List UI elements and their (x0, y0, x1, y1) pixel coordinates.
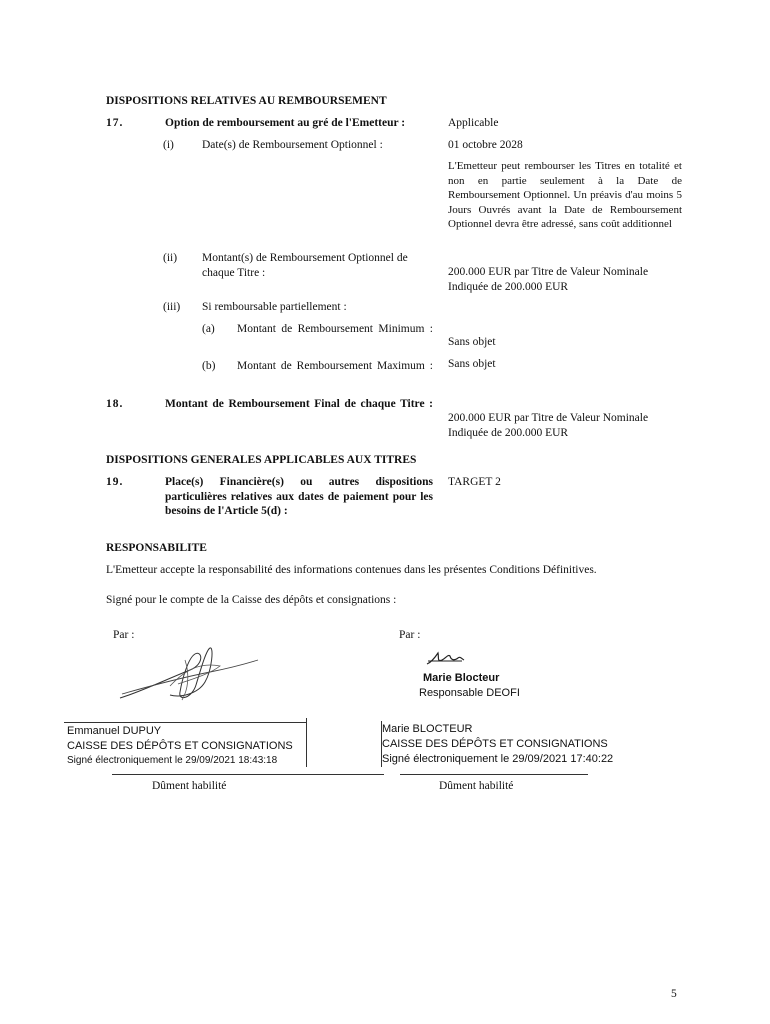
right-signed-date: Signé électroniquement le 29/09/2021 17:40:22 (382, 753, 614, 765)
item-18-value: 200.000 EUR par Titre de Valeur Nominale Indiquée de 200.000 EUR (448, 412, 649, 439)
section-heading-remboursement: DISPOSITIONS RELATIVES AU REMBOURSEMENT (106, 95, 387, 107)
item-17-ii-label: Montant(s) de Remboursement Optionnel de chaque Titre : (202, 252, 408, 279)
right-handwritten-signature (424, 650, 466, 668)
left-handwritten-signature (110, 640, 270, 708)
left-par-label: Par : (113, 629, 135, 641)
item-17-label: Option de remboursement au gré de l'Emetteur : (165, 117, 406, 129)
item-17-i-number: (i) (163, 139, 174, 151)
right-par-label: Par : (399, 629, 421, 641)
left-signer-name: Emmanuel DUPUY (67, 725, 162, 737)
item-17-iii-b-number: (b) (202, 360, 216, 372)
item-17-iii-label: Si remboursable partiellement : (202, 301, 347, 313)
item-17-iii-b-label: Montant de Remboursement Maximum : (237, 360, 433, 372)
right-stamp-title: Responsable DEOFI (419, 687, 520, 699)
right-stamp-name: Marie Blocteur (423, 672, 500, 684)
right-habilite: Dûment habilité (439, 780, 514, 792)
section-heading-generales: DISPOSITIONS GENERALES APPLICABLES AUX TITRES (106, 454, 417, 466)
left-signed-date: Signé électroniquement le 29/09/2021 18:43:18 (67, 755, 278, 766)
item-17-i-note: L'Emetteur peut rembourser les Titres en totalité et non en partie seulement à la Date de Remboursement Optionnel. Un préavis d'au moins 5 Jours Ouvrés avant la Date de Remboursement Optionnel devra être adressé, sans coût additionnel (448, 160, 682, 230)
right-signature-line (400, 774, 588, 775)
item-17-iii-b-value: Sans objet (448, 358, 496, 370)
item-17-value: Applicable (448, 117, 499, 129)
item-19-label: Place(s) Financière(s) ou autres dispositions particulières relatives aux dates de paiement pour les besoins de l'Article 5(d) : (165, 476, 433, 517)
section-heading-responsabilite: RESPONSABILITE (106, 542, 207, 554)
item-17-i-label: Date(s) de Remboursement Optionnel : (202, 139, 383, 151)
item-17-iii-a-value: Sans objet (448, 336, 496, 348)
item-17-ii-value: 200.000 EUR par Titre de Valeur Nominale Indiquée de 200.000 EUR (448, 266, 649, 293)
signed-for-text: Signé pour le compte de la Caisse des dépôts et consignations : (106, 594, 397, 606)
left-signer-org: CAISSE DES DÉPÔTS ET CONSIGNATIONS (67, 740, 293, 752)
item-17-ii-number: (ii) (163, 252, 178, 264)
page-number: 5 (671, 988, 677, 1000)
right-signer-org: CAISSE DES DÉPÔTS ET CONSIGNATIONS (382, 738, 608, 750)
responsabilite-text: L'Emetteur accepte la responsabilité des informations contenues dans les présentes Conditions Définitives. (106, 564, 597, 576)
item-18-number: 18. (106, 398, 124, 410)
item-17-i-date: 01 octobre 2028 (448, 139, 523, 151)
left-esign-border (306, 718, 307, 767)
item-19-value: TARGET 2 (448, 476, 501, 488)
item-17-iii-a-number: (a) (202, 323, 215, 335)
item-17-iii-a-label: Montant de Remboursement Minimum : (237, 323, 433, 335)
left-habilite: Dûment habilité (152, 780, 227, 792)
item-19-number: 19. (106, 476, 124, 488)
item-17-iii-number: (iii) (163, 301, 181, 313)
item-17-number: 17. (106, 117, 124, 129)
right-signer-name: Marie BLOCTEUR (382, 723, 473, 735)
item-18-label: Montant de Remboursement Final de chaque Titre : (165, 398, 433, 410)
left-signature-line (112, 774, 384, 775)
